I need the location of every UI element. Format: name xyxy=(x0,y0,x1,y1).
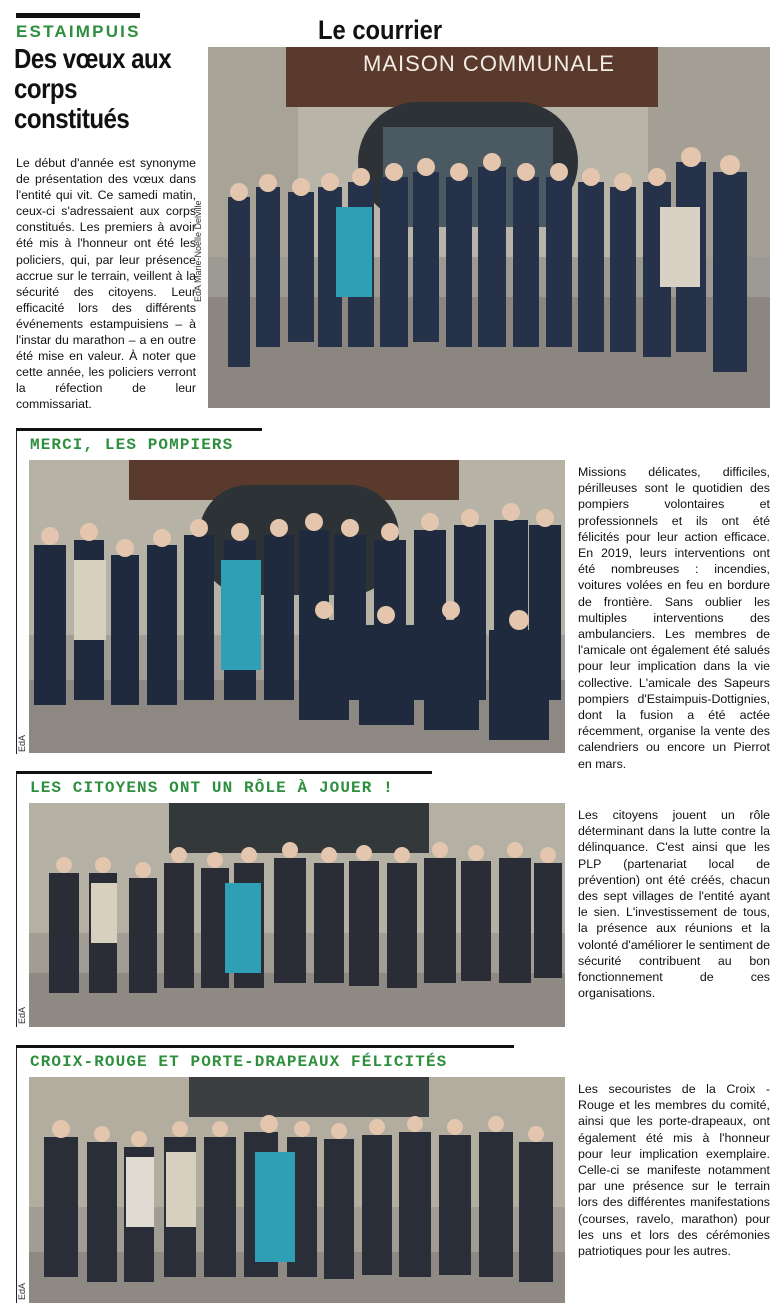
section-rule-pompiers xyxy=(16,428,262,431)
photo-citoyens-group xyxy=(29,803,565,1027)
section-frame-pompiers xyxy=(16,428,17,754)
masthead: Le courrier xyxy=(318,15,443,45)
section-frame-croix-rouge xyxy=(16,1045,17,1303)
kicker-rule xyxy=(16,13,140,18)
section-title-croix-rouge: CROIX-ROUGE ET PORTE-DRAPEAUX FÉLICITÉS xyxy=(30,1053,448,1071)
section-text-pompiers: Missions délicates, difficiles, périlleuses sont le quotidien des pompiers volontaires et professionnels et ils ont été félicités pour leur action efficace. En 2019, leurs interventions ont été nombreuses : incendies, voitures volées en feu en bordure de frontière. Sans oublier les multiples interventions des ambulanciers. Les membres de l'amicale ont également été salués pour leur implication dans la vie collective. L'amicale des Sapeurs pompiers d'Estaimpuis-Dottignies, dont la fusion a été actée récemment, organise la vente des calendriers ou encore un Pierrot en mars. xyxy=(578,465,770,771)
section-text-croix-rouge: Les secouristes de la Croix - Rouge et les membres du comité, ainsi que les porte-drapeaux, ont également été mis à l'honneur pour leur implication exemplaire. Celle-ci se manifeste notamment par une présence sur le terrain lors des différentes manifestations (courses, ravelo, marathon) pour les uns et lors des cérémonies patriotiques pour les autres. xyxy=(578,1082,770,1259)
headline: Des vœux aux corps constitués xyxy=(14,43,172,134)
photo-credit-croix-rouge: EdA xyxy=(17,1282,27,1300)
photo-sign-maison-communale: MAISON COMMUNALE xyxy=(363,51,615,76)
section-frame-citoyens xyxy=(16,771,17,1027)
section-title-pompiers: MERCI, LES POMPIERS xyxy=(30,436,234,454)
section-text-citoyens: Les citoyens jouent un rôle déterminant dans la lutte contre la délinquance. C'est ainsi que les PLP (partenariat local de prévention) ont été créés, chacun des sept villages de l'entité ayant le sien. L'investissement de tous, la présence aux réunions et la volonté d'améliorer le sentiment de sécurité contribuent au bon fonctionnement de ces organisations. xyxy=(578,808,770,1001)
photo-pompiers-group xyxy=(29,460,565,753)
photo-croix-rouge-group xyxy=(29,1077,565,1303)
photo-credit-citoyens: EdA xyxy=(17,1006,27,1024)
kicker: ESTAIMPUIS xyxy=(16,22,141,41)
section-rule-citoyens xyxy=(16,771,432,774)
section-title-citoyens: LES CITOYENS ONT UN RÔLE À JOUER ! xyxy=(30,779,394,797)
lead-article-text: Le début d'année est synonyme de présentation des vœux dans l'entité qui vit. Ce samedi matin, ceux-ci s'adressaient aux corps constitués. Les premiers à avoir été mis à l'honneur ont été les policiers, qui, par leur présence accrue sur le terrain, veillent à la sécurité des citoyens. Leur efficacité lors des différents événements estampuisiens – à l'instar du marathon – a en outre été mise en valeur. À noter que cette année, les policiers verront la réfection de leur commissariat. xyxy=(16,156,196,412)
section-rule-croix-rouge xyxy=(16,1045,514,1048)
photo-credit: EdA Marie-Noëlle Delville xyxy=(193,200,203,302)
photo-credit-pompiers: EdA xyxy=(17,734,27,752)
photo-police-group xyxy=(208,47,770,408)
